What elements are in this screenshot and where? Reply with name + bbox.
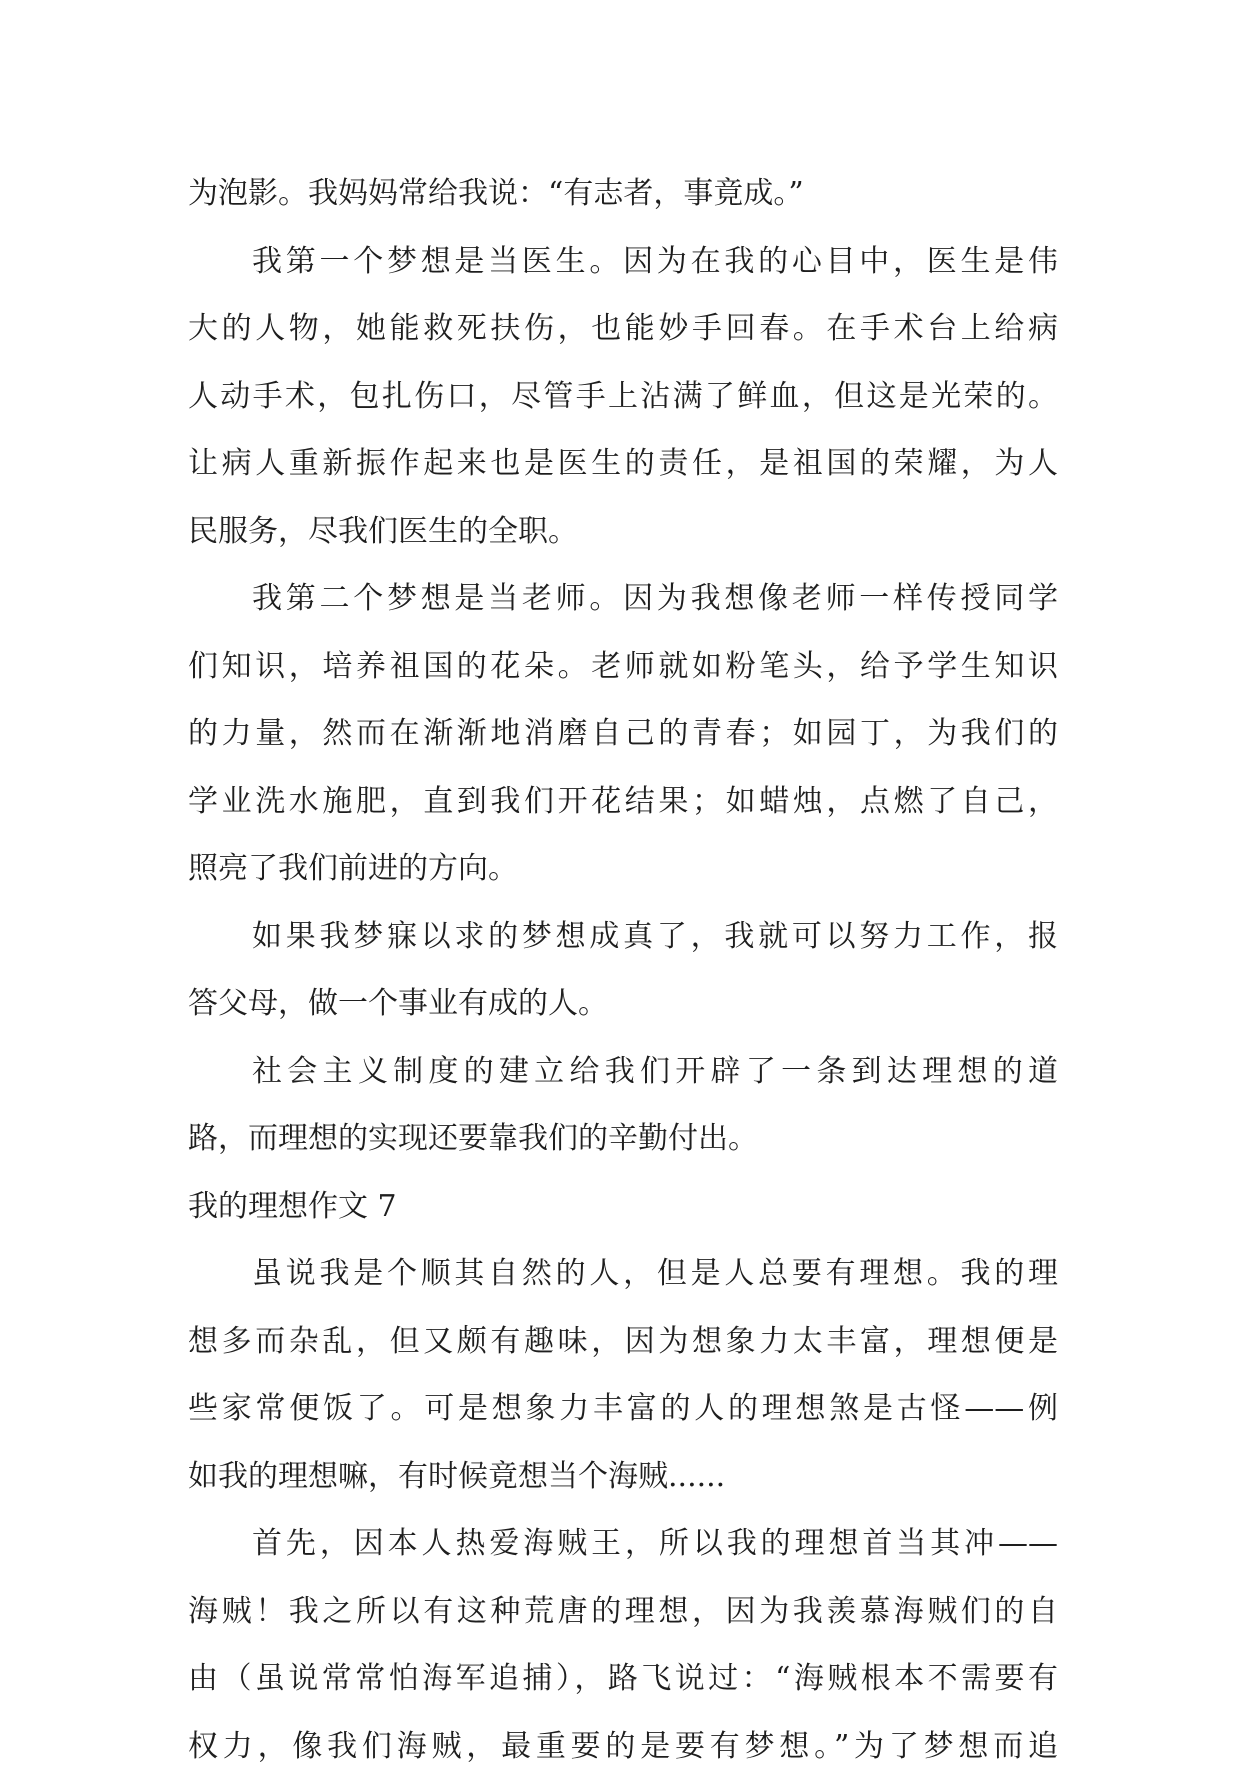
text-line: 海贼！我之所以有这种荒唐的理想，因为我羡慕海贼们的自: [188, 1578, 1058, 1646]
text-line: 民服务，尽我们医生的全职。: [188, 498, 1058, 566]
document-body: [188, 160, 1058, 1780]
text-line: 的力量，然而在渐渐地消磨自己的青春；如园丁，为我们的: [188, 700, 1058, 768]
text-line: 为泡影。我妈妈常给我说：“有志者，事竟成。”: [188, 160, 1058, 228]
text-line: 我第一个梦想是当医生。因为在我的心目中，医生是伟: [188, 228, 1058, 296]
text-line: 社会主义制度的建立给我们开辟了一条到达理想的道: [188, 1038, 1058, 1106]
text-line: 让病人重新振作起来也是医生的责任，是祖国的荣耀，为人: [188, 430, 1058, 498]
text-line: 首先，因本人热爱海贼王，所以我的理想首当其冲——: [188, 1510, 1058, 1578]
text-line: 如我的理想嘛，有时候竟想当个海贼......: [188, 1443, 1058, 1511]
text-line: 如果我梦寐以求的梦想成真了，我就可以努力工作，报: [188, 903, 1058, 971]
text-line: 些家常便饭了。可是想象力丰富的人的理想煞是古怪——例: [188, 1375, 1058, 1443]
text-line: 权力，像我们海贼，最重要的是要有梦想。”为了梦想而追: [188, 1713, 1058, 1780]
text-line: 路，而理想的实现还要靠我们的辛勤付出。: [188, 1105, 1058, 1173]
text-line: 由（虽说常常怕海军追捕），路飞说过：“海贼根本不需要有: [188, 1645, 1058, 1713]
text-line: 答父母，做一个事业有成的人。: [188, 970, 1058, 1038]
text-line: 们知识，培养祖国的花朵。老师就如粉笔头，给予学生知识: [188, 633, 1058, 701]
text-line: 虽说我是个顺其自然的人，但是人总要有理想。我的理: [188, 1240, 1058, 1308]
text-line: 我第二个梦想是当老师。因为我想像老师一样传授同学: [188, 565, 1058, 633]
text-line: 照亮了我们前进的方向。: [188, 835, 1058, 903]
text-line: 我的理想作文 7: [188, 1173, 1058, 1241]
text-line: 想多而杂乱，但又颇有趣味，因为想象力太丰富，理想便是: [188, 1308, 1058, 1376]
text-line: 人动手术，包扎伤口，尽管手上沾满了鲜血，但这是光荣的。: [188, 363, 1058, 431]
text-line: 大的人物，她能救死扶伤，也能妙手回春。在手术台上给病: [188, 295, 1058, 363]
text-line: 学业洗水施肥，直到我们开花结果；如蜡烛，点燃了自己，: [188, 768, 1058, 836]
